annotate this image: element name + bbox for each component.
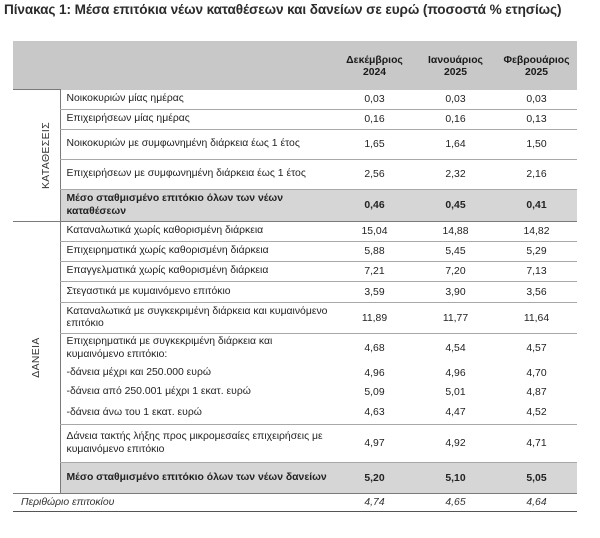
total-row-deposits	[13, 190, 577, 222]
cell-value: 4,57	[526, 343, 547, 355]
cell-value: 5,20	[334, 463, 415, 494]
cell-value: 3,59	[334, 282, 415, 303]
cell-value: 7,20	[415, 262, 496, 282]
table-row	[13, 110, 577, 130]
group-label-deposits: ΚΑΤΑΘΕΣΕΙΣ	[13, 90, 60, 222]
table-row	[13, 402, 577, 425]
table-row	[13, 90, 577, 110]
row-label: -δάνεια άνω του 1 εκατ. ευρώ	[60, 402, 334, 425]
cell-value: 5,88	[334, 242, 415, 262]
row-label: Καταναλωτικά χωρίς καθορισμένη διάρκεια	[60, 222, 334, 242]
cell-value: 4,87	[526, 386, 547, 398]
cell-value: 7,21	[334, 262, 415, 282]
cell-value: 2,16	[496, 160, 577, 190]
row-label: -δάνεια από 250.001 μέχρι 1 εκατ. ευρώ	[60, 383, 334, 402]
row-label: Επαγγελματικά χωρίς καθορισμένη διάρκεια	[60, 262, 334, 282]
table-row	[13, 282, 577, 303]
table-row	[13, 130, 577, 160]
cell-value: 4,96	[364, 367, 385, 379]
cell-value: 4,96	[445, 367, 466, 379]
cell-value: 11,89	[334, 303, 415, 334]
cell-value: 2,56	[334, 160, 415, 190]
cell-value: 4,74	[334, 494, 415, 512]
cell-value: 11,64	[496, 303, 577, 334]
cell-value: 2,32	[415, 160, 496, 190]
header-row	[13, 41, 577, 90]
table-row	[13, 303, 577, 334]
row-label: Μέσο σταθμισμένο επιτόκιο όλων των νέων δανείων	[60, 463, 334, 494]
cell-value: 4,70	[526, 367, 547, 379]
table-row	[13, 334, 577, 364]
cell-value: 4,92	[415, 425, 496, 463]
cell-value: 5,09	[364, 386, 385, 398]
cell-value: 5,29	[496, 242, 577, 262]
table-row	[13, 242, 577, 262]
rates-table	[13, 41, 577, 512]
cell-value: 0,03	[496, 90, 577, 110]
table-row	[13, 425, 577, 463]
cell-value: 4,68	[364, 343, 385, 355]
total-row-loans	[13, 463, 577, 494]
margin-row	[13, 494, 577, 512]
cell-value: 14,82	[496, 222, 577, 242]
row-label: Επιχειρήσεων με συμφωνημένη διάρκεια έως 1 έτος	[60, 160, 334, 190]
cell-value: 4,71	[496, 425, 577, 463]
cell-value: 0,03	[415, 90, 496, 110]
cell-value: 0,03	[334, 90, 415, 110]
cell-value: 15,04	[334, 222, 415, 242]
cell-value: 0,41	[496, 190, 577, 222]
cell-value: 5,05	[496, 463, 577, 494]
col-header-jan-2025: Ιανουάριος 2025	[415, 41, 496, 90]
col-header-feb-2025: Φεβρουάριος 2025	[496, 41, 577, 90]
cell-value: 4,63	[334, 402, 415, 425]
cell-value: 4,65	[415, 494, 496, 512]
row-label: Επιχειρηματικά με συγκεκριμένη διάρκεια και κυμαινόμενο επιτόκιο:	[60, 334, 334, 364]
row-label: Επιχειρηματικά χωρίς καθορισμένη διάρκεια	[60, 242, 334, 262]
cell-value: 4,54	[445, 343, 466, 355]
cell-value: 5,10	[415, 463, 496, 494]
table-row	[13, 364, 577, 383]
row-label: Δάνεια τακτής λήξης προς μικρομεσαίες επιχειρήσεις με κυμαινόμενο επιτόκιο	[60, 425, 334, 463]
row-label: Επιχειρήσεων μίας ημέρας	[60, 110, 334, 130]
cell-value: 3,90	[415, 282, 496, 303]
cell-value: 7,13	[496, 262, 577, 282]
cell-value: 4,97	[334, 425, 415, 463]
cell-value: 1,65	[334, 130, 415, 160]
cell-value: 4,64	[496, 494, 577, 512]
cell-value: 3,56	[496, 282, 577, 303]
row-label: Καταναλωτικά με συγκεκριμένη διάρκεια και κυμαινόμενο επιτόκιο	[60, 303, 334, 334]
table-row	[13, 262, 577, 282]
cell-value: 5,01	[445, 386, 466, 398]
table-row	[13, 383, 577, 402]
cell-value: 11,77	[415, 303, 496, 334]
row-label: Στεγαστικά με κυμαινόμενο επιτόκιο	[60, 282, 334, 303]
cell-value: 0,16	[415, 110, 496, 130]
table-title: Πίνακας 1: Μέσα επιτόκια νέων καταθέσεων και δανείων σε ευρώ (ποσοστά % ετησίως)	[4, 2, 562, 17]
row-label: Περιθώριο επιτοκίου	[13, 494, 334, 512]
cell-value: 1,64	[415, 130, 496, 160]
row-label: Νοικοκυριών με συμφωνημένη διάρκεια έως 1 έτος	[60, 130, 334, 160]
group-label-loans: ΔΑΝΕΙΑ	[13, 222, 60, 494]
table-row	[13, 222, 577, 242]
col-header-dec-2024: Δεκέμβριος 2024	[334, 41, 415, 90]
cell-value: 5,45	[415, 242, 496, 262]
cell-value: 4,47	[415, 402, 496, 425]
cell-value: 14,88	[415, 222, 496, 242]
row-label: Μέσο σταθμισμένο επιτόκιο όλων των νέων καταθέσεων	[60, 190, 334, 222]
row-label: Νοικοκυριών μίας ημέρας	[60, 90, 334, 110]
cell-value: 4,52	[496, 402, 577, 425]
table-row	[13, 160, 577, 190]
cell-value: 0,16	[334, 110, 415, 130]
header-blank	[13, 41, 334, 90]
row-label: -δάνεια μέχρι και 250.000 ευρώ	[60, 364, 334, 383]
cell-value: 0,46	[334, 190, 415, 222]
cell-value: 1,50	[496, 130, 577, 160]
cell-value: 0,13	[496, 110, 577, 130]
cell-value: 0,45	[415, 190, 496, 222]
